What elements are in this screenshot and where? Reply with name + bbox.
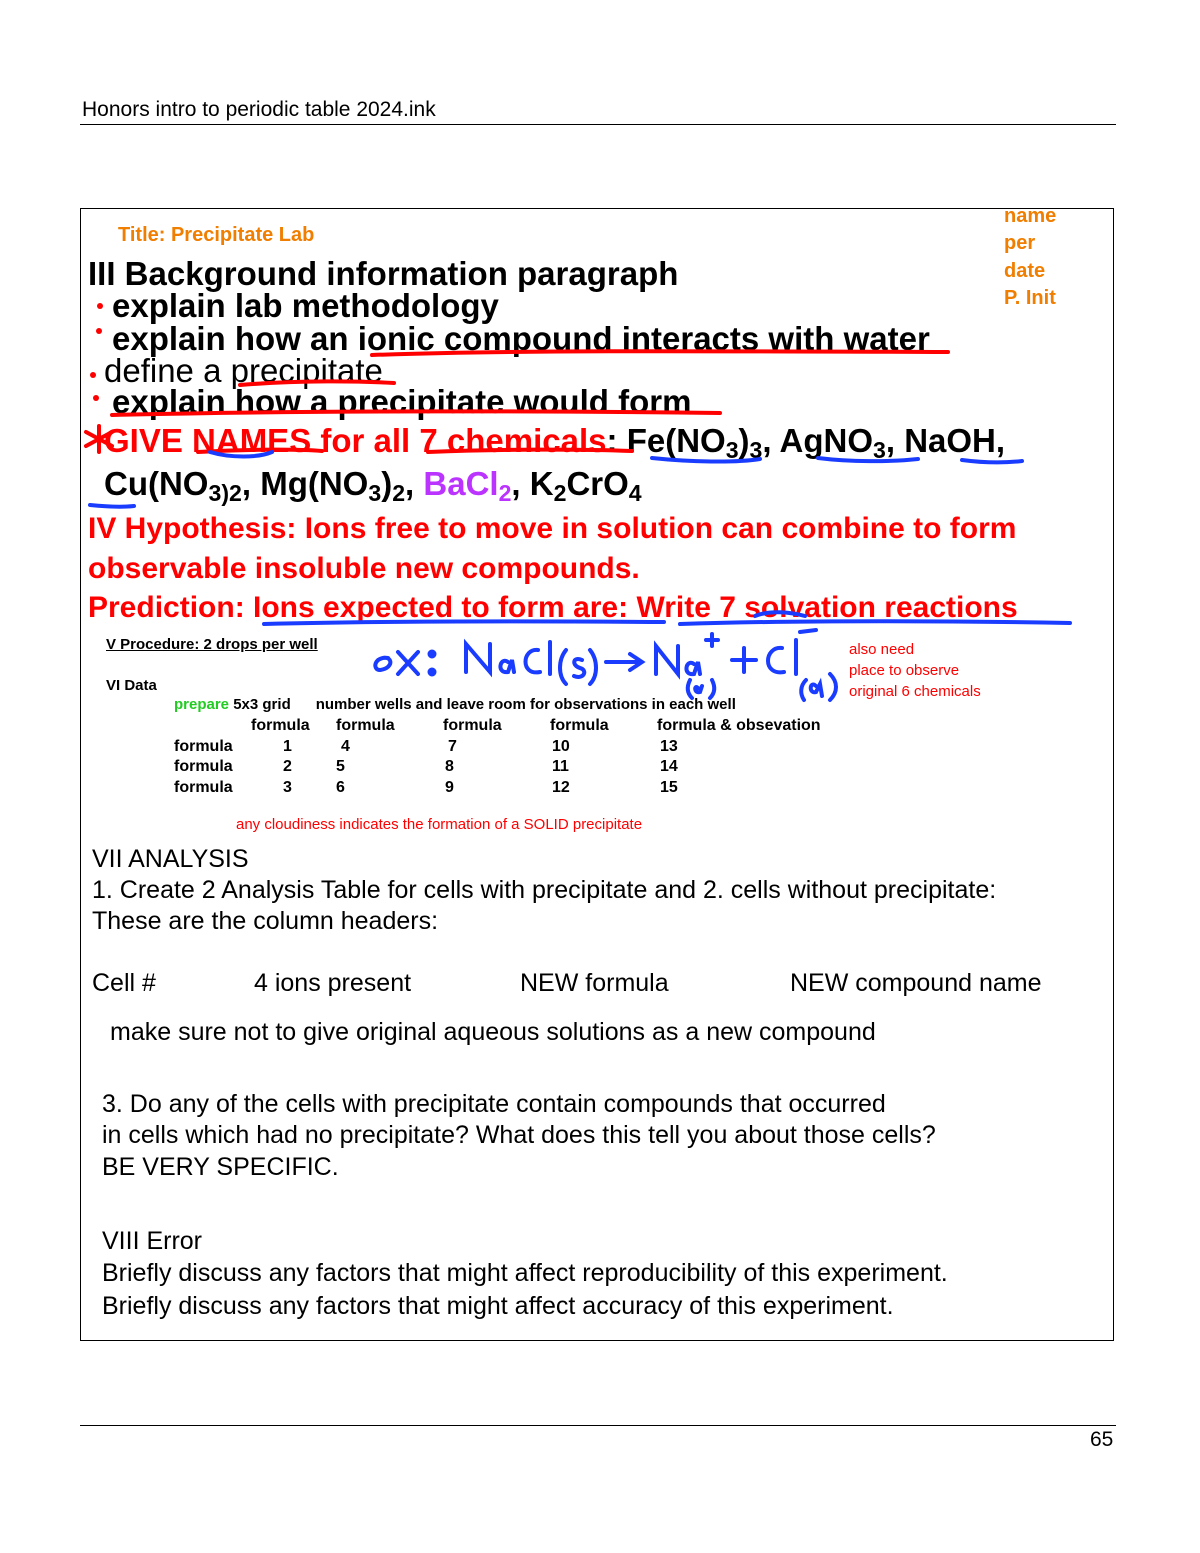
chem-cuno3: $Cu(NO_{3)2}$ (104, 465, 242, 506)
grid-col-header-5: formula & obsevation (657, 717, 821, 734)
analysis-heading: VII ANALYSIS (92, 845, 249, 873)
prepare-word: prepare (174, 696, 230, 713)
chem-line-2: $Cu(NO_{3)2}$, $Mg(NO_3)_2$, BaCl$_2$, $K_2CrO_4$ (104, 465, 642, 506)
also-need-3: original 6 chemicals (849, 683, 981, 700)
chem-k2cro4: $K_2CrO_4$ (529, 465, 642, 506)
grid-cell: 11 (552, 758, 569, 775)
info-name: name (1004, 205, 1057, 227)
header-rule (80, 124, 1116, 125)
grid-col-header-2: formula (336, 717, 395, 734)
give-names-text: GIVE NAMES for all 7 chemicals (104, 422, 607, 459)
grid-col-header-4: formula (550, 717, 609, 734)
grid-row-label: formula (174, 779, 233, 796)
bullet-methodology: explain lab methodology (112, 287, 499, 324)
grid-cell: 8 (445, 758, 454, 775)
footer-rule (80, 1425, 1116, 1426)
prepare-rest: 5x3 grid number wells and leave room for observations in each well (233, 696, 736, 713)
error-heading: VIII Error (102, 1227, 203, 1255)
grid-cell: 1 (283, 738, 292, 755)
page-number: 65 (1090, 1428, 1114, 1451)
background-heading: III Background information paragraph (88, 255, 679, 292)
procedure-line: V Procedure: 2 drops per well (106, 636, 318, 653)
grid-cell: 10 (552, 738, 570, 755)
bullet-ionic-water: explain how an ionic compound interacts with water (112, 320, 930, 357)
chem-agno3: AgNO$_3$ (779, 422, 886, 463)
question-3-line-2: in cells which had no precipitate? What does this tell you about those cells? (102, 1121, 936, 1149)
also-need-2: place to observe (849, 662, 960, 679)
error-line-2: Briefly discuss any factors that might affect accuracy of this experiment. (102, 1292, 894, 1320)
bullet-precipitate-form: explain how a precipitate would form (112, 383, 692, 420)
grid-cell: 9 (445, 779, 454, 796)
grid-col-header-3: formula (443, 717, 502, 734)
analysis-col-name: NEW compound name (790, 969, 1042, 997)
prediction-line: Prediction: Ions expected to form are: Write 7 solvation reactions (88, 591, 1018, 624)
bullet-define-precipitate: define a precipitate (104, 352, 383, 389)
question-3-line-3: BE VERY SPECIFIC. (102, 1153, 339, 1181)
document-header: Honors intro to periodic table 2024.ink (82, 98, 436, 121)
lab-title: Title: Precipitate Lab (118, 224, 315, 246)
hypothesis-line-1: IV Hypothesis: Ions free to move in solution can combine to form (88, 512, 1017, 545)
analysis-line-1: 1. Create 2 Analysis Table for cells with precipitate and 2. cells without precipitate: (92, 876, 997, 904)
prepare-line (174, 696, 736, 713)
analysis-col-ions: 4 ions present (254, 969, 412, 997)
chem-bacl2: BaCl$_2$ (423, 465, 512, 506)
also-need-1: also need (849, 641, 915, 658)
analysis-col-cell: Cell # (92, 969, 156, 997)
chem-feno3: $Fe(NO_3)_3$ (626, 422, 763, 463)
analysis-line-2: These are the column headers: (92, 907, 439, 935)
cloudiness-note: any cloudiness indicates the formation of a SOLID precipitate (236, 816, 643, 833)
chem-mgno3: $Mg(NO_3)_2$ (260, 465, 406, 506)
grid-cell: 6 (336, 779, 345, 796)
give-names-line: GIVE NAMES for all 7 chemicals: $Fe(NO_3)_3$, AgNO$_3$, NaOH, (104, 422, 1006, 463)
grid-cell: 4 (341, 738, 350, 755)
error-line-1: Briefly discuss any factors that might affect reproducibility of this experiment. (102, 1259, 948, 1287)
info-initials: P. Init (1004, 287, 1056, 309)
grid-cell: 3 (283, 779, 292, 796)
grid-col-header-1: formula (251, 717, 310, 734)
grid-cell: 14 (660, 758, 678, 775)
info-per: per (1004, 232, 1036, 254)
grid-cell: 12 (552, 779, 570, 796)
make-sure-note: make sure not to give original aqueous solutions as a new compound (110, 1018, 876, 1046)
grid-cell: 2 (283, 758, 292, 775)
grid-cell: 13 (660, 738, 678, 755)
grid-cell: 15 (660, 779, 678, 796)
info-date: date (1004, 260, 1046, 282)
grid-row-label: formula (174, 738, 233, 755)
data-heading: VI Data (106, 677, 157, 694)
hypothesis-line-2: observable insoluble new compounds. (88, 552, 640, 585)
grid-cell: 7 (448, 738, 457, 755)
analysis-col-formula: NEW formula (520, 969, 669, 997)
grid-cell: 5 (336, 758, 345, 775)
grid-row-label: formula (174, 758, 233, 775)
chem-naoh: NaOH (904, 422, 996, 459)
question-3-line-1: 3. Do any of the cells with precipitate contain compounds that occurred (102, 1090, 886, 1118)
